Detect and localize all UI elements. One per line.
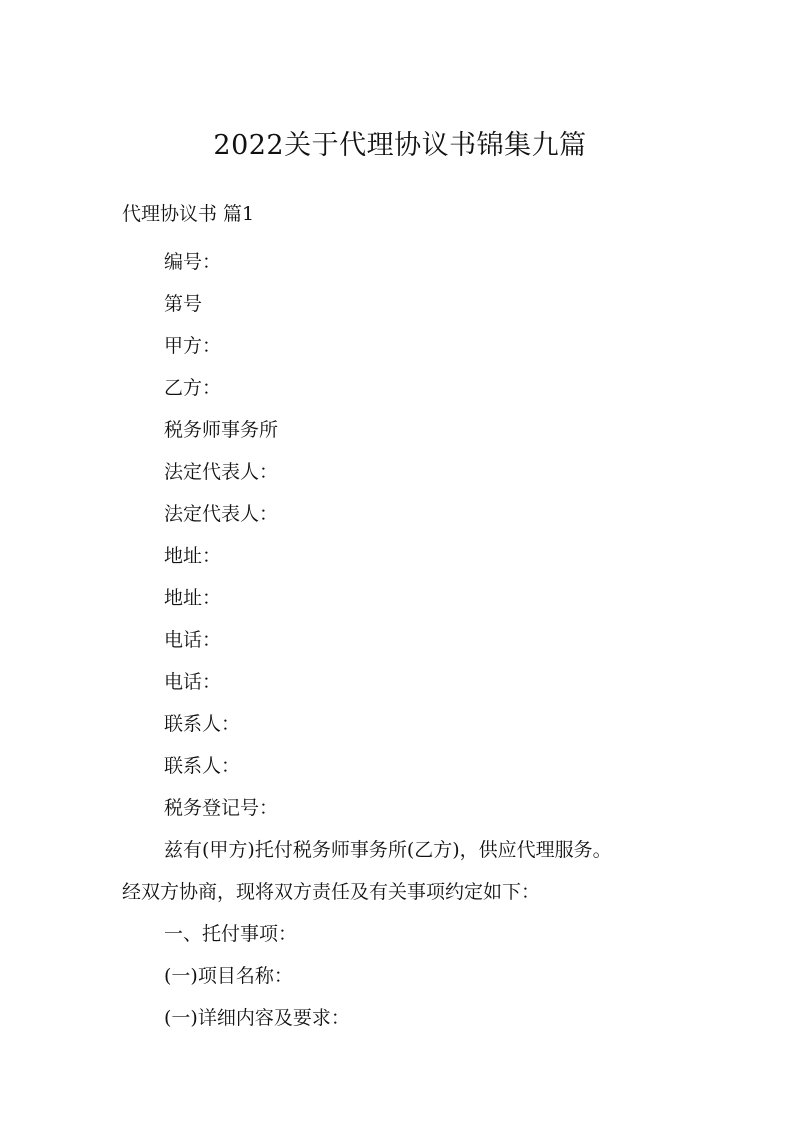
field-legal-rep-b-label: 法定代表人： xyxy=(164,503,279,525)
field-contact-a-label: 联系人： xyxy=(164,713,241,735)
paragraph-intro-line-1: 兹有(甲方)托付税务师事务所(乙方)，供应代理服务。 xyxy=(164,839,612,861)
field-party-a-label: 甲方： xyxy=(164,335,222,357)
paragraph-intro-line-2: 经双方协商，现将双方责任及有关事项约定如下： xyxy=(122,881,541,903)
clause-item-project-name: (一)项目名称： xyxy=(164,965,293,987)
field-phone-b-label: 电话： xyxy=(164,671,222,693)
field-party-b-label: 乙方： xyxy=(164,377,222,399)
field-legal-rep-a-label: 法定代表人： xyxy=(164,461,279,483)
field-number-label: 编号： xyxy=(164,251,222,273)
field-serial-label: 第号 xyxy=(164,293,203,315)
field-tax-registration-label: 税务登记号： xyxy=(164,797,279,819)
document-body xyxy=(122,241,682,1039)
document-title: 2022关于代理协议书锦集九篇 xyxy=(213,130,587,161)
field-phone-a-label: 电话： xyxy=(164,629,222,651)
section-heading: 代理协议书 篇1 xyxy=(122,203,255,225)
firm-name-text: 税务师事务所 xyxy=(164,419,279,441)
field-address-a-label: 地址： xyxy=(164,545,222,567)
field-address-b-label: 地址： xyxy=(164,587,222,609)
clause-heading-entrusted-matters: 一、托付事项： xyxy=(164,923,298,945)
clause-item-details-requirements: (一)详细内容及要求： xyxy=(164,1007,350,1029)
field-contact-b-label: 联系人： xyxy=(164,755,241,777)
